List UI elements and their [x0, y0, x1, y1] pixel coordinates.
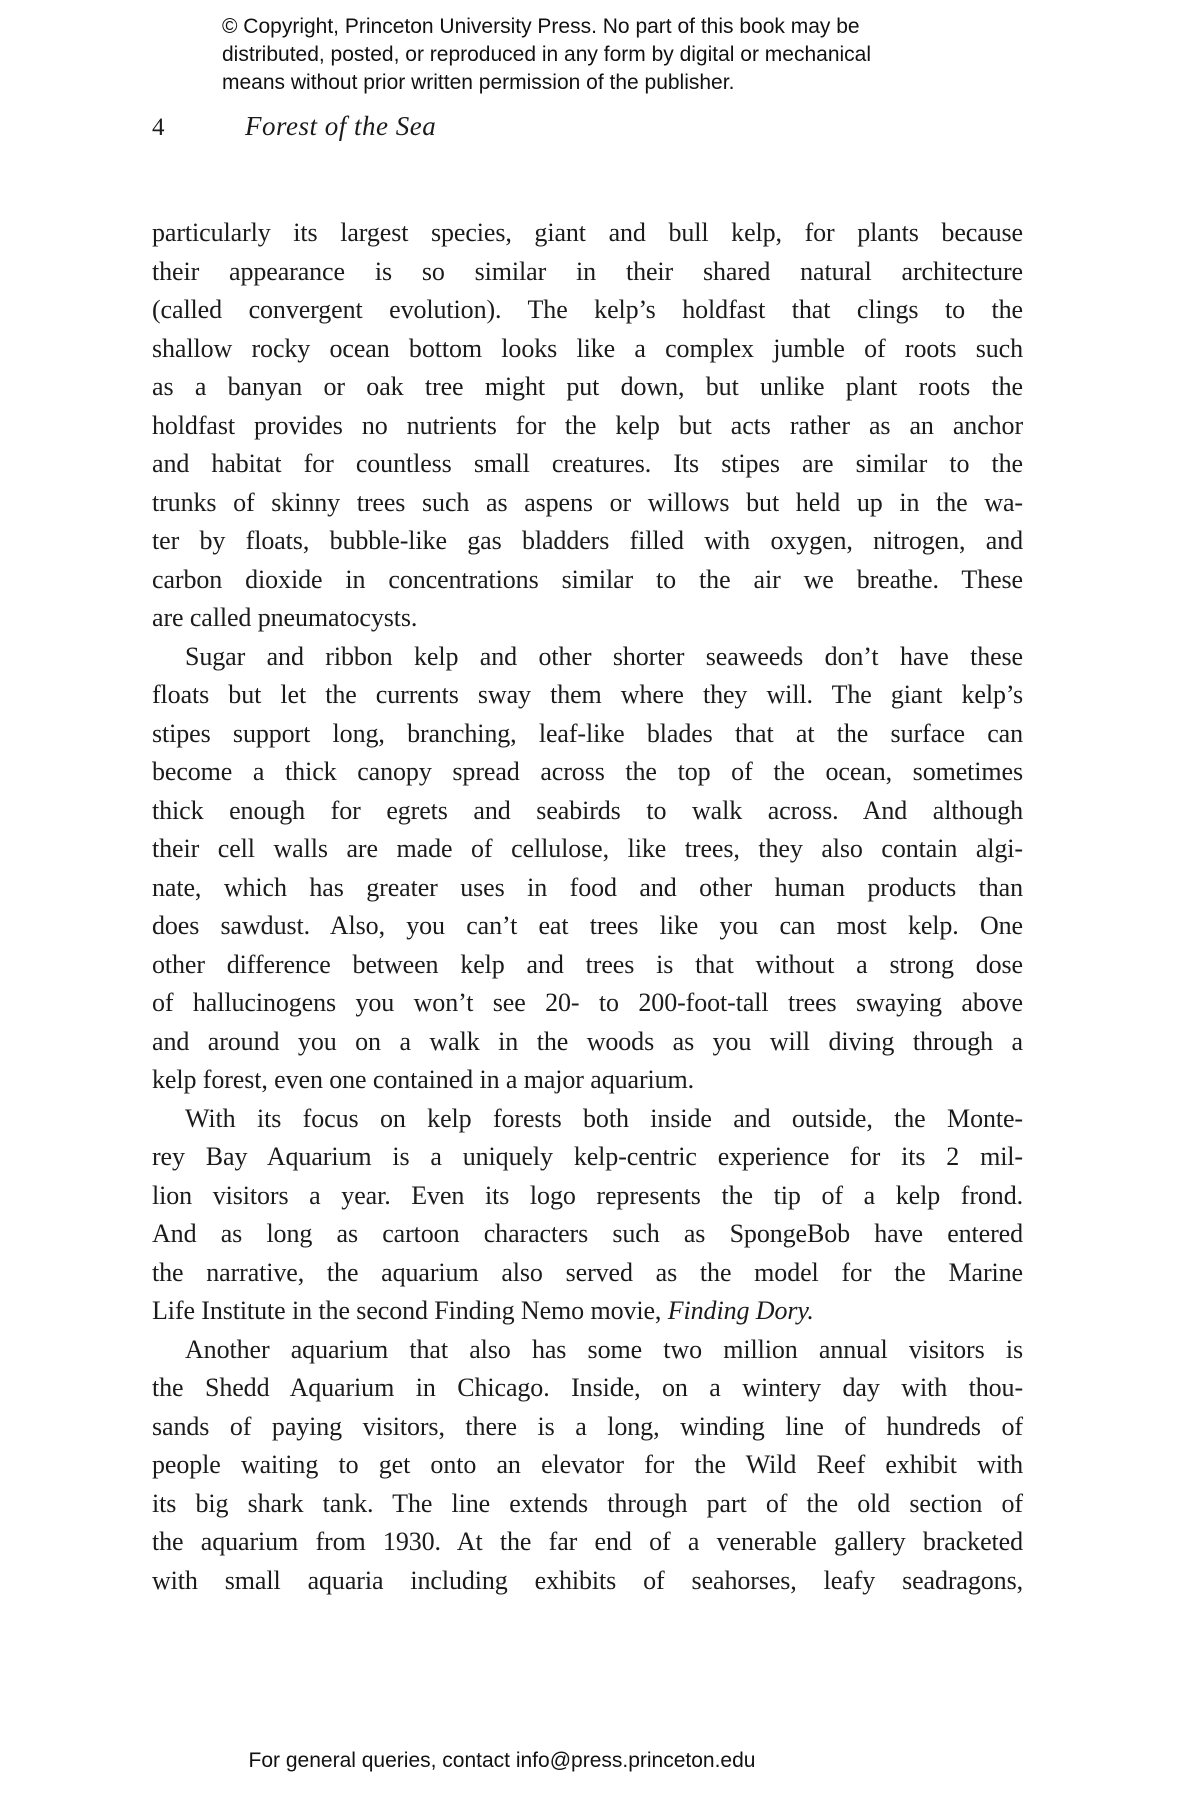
body-line — [152, 830, 1023, 869]
copyright-line: © Copyright, Princeton University Press. No part of this book may be — [222, 15, 860, 38]
body-line — [152, 1562, 1023, 1601]
text-segment: thick enough for egrets and seabirds to walk across. And although — [152, 795, 1023, 825]
body-line — [152, 984, 1023, 1023]
text-segment: the aquarium from 1930. At the far end of a venerable gallery bracketed — [152, 1527, 1023, 1556]
text-segment: people waiting to get onto an elevator for the Wild Reef exhibit with — [152, 1450, 1023, 1479]
text-segment: trunks of skinny trees such as aspens or willows but held up in the wa- — [152, 487, 1023, 517]
body-line — [152, 214, 1023, 253]
text-segment: their cell walls are made of cellulose, like trees, they also contain algi- — [152, 834, 1023, 863]
text-segment: shallow rocky ocean bottom looks like a complex jumble of roots such — [152, 333, 1023, 363]
text-segment: kelp forest, even one contained in a major aquarium. — [152, 1065, 695, 1094]
body-line — [152, 1331, 1023, 1370]
body-line — [152, 1369, 1023, 1408]
body-line — [152, 484, 1023, 523]
body-line — [152, 946, 1023, 985]
body-line — [152, 1446, 1023, 1485]
text-segment: stipes support long, branching, leaf-like blades that at the surface can — [152, 718, 1023, 748]
copyright-line: distributed, posted, or reproduced in any form by digital or mechanical — [222, 43, 872, 66]
text-segment: with small aquaria including exhibits of seahorses, leafy seadragons, — [152, 1565, 1023, 1595]
text-segment: the narrative, the aquarium also served as the model for the Marine — [152, 1257, 1023, 1287]
body-line — [152, 1292, 1023, 1331]
paragraph — [152, 1100, 1023, 1331]
text-segment: (called convergent evolution). The kelp’s holdfast that clings to the — [152, 295, 1023, 324]
body-line — [152, 291, 1023, 330]
body-line — [152, 638, 1023, 677]
body-line — [152, 1177, 1023, 1216]
body-line — [152, 1408, 1023, 1447]
body-line — [152, 869, 1023, 908]
body-line — [152, 1523, 1023, 1562]
running-header — [152, 111, 436, 142]
body-line — [152, 715, 1023, 754]
paragraph — [152, 638, 1023, 1100]
text-segment: particularly its largest species, giant and bull kelp, for plants because — [152, 218, 1023, 247]
text-segment: the Shedd Aquarium in Chicago. Inside, on a wintery day with thou- — [152, 1373, 1023, 1402]
text-segment: ter by floats, bubble-like gas bladders filled with oxygen, nitrogen, and — [152, 526, 1023, 555]
text-segment: their appearance is so similar in their shared natural architecture — [152, 256, 1023, 286]
text-segment: and around you on a walk in the woods as you will diving through a — [152, 1026, 1023, 1056]
paragraph — [152, 214, 1023, 638]
text-segment: rey Bay Aquarium is a uniquely kelp-centric experience for its 2 mil- — [152, 1142, 1023, 1171]
text-segment: lion visitors a year. Even its logo represents the tip of a kelp frond. — [152, 1180, 1023, 1210]
body-line — [152, 407, 1023, 446]
body-line — [152, 445, 1023, 484]
page-number: 4 — [152, 114, 165, 141]
body-line — [152, 1061, 1023, 1100]
italic-book-title: Finding Dory. — [667, 1296, 814, 1325]
body-line — [152, 1485, 1023, 1524]
body-line — [152, 907, 1023, 946]
text-segment: holdfast provides no nutrients for the kelp but acts rather as an anchor — [152, 410, 1023, 440]
body-line — [152, 1138, 1023, 1177]
page-footer — [132, 1749, 872, 1773]
body-line — [152, 368, 1023, 407]
text-segment: other difference between kelp and trees is that without a strong dose — [152, 949, 1023, 979]
running-title: Forest of the Sea — [245, 111, 437, 141]
body-line — [152, 676, 1023, 715]
body-line — [152, 792, 1023, 831]
text-segment: its big shark tank. The line extends through part of the old section of — [152, 1488, 1023, 1518]
text-segment: Life Institute in the second Finding Nemo movie, — [152, 1296, 668, 1325]
text-segment: floats but let the currents sway them where they will. The giant kelp’s — [152, 680, 1023, 709]
body-line — [152, 599, 1023, 638]
text-segment: does sawdust. Also, you can’t eat trees like you can most kelp. One — [152, 911, 1023, 940]
text-segment: as a banyan or oak tree might put down, but unlike plant roots the — [152, 372, 1023, 401]
body-line — [152, 753, 1023, 792]
body-line — [152, 1215, 1023, 1254]
text-segment: Another aquarium that also has some two million annual visitors is — [185, 1334, 1023, 1364]
text-segment: are called pneumatocysts. — [152, 603, 418, 632]
body-line — [152, 1100, 1023, 1139]
text-segment: Sugar and ribbon kelp and other shorter seaweeds don’t have these — [185, 641, 1023, 671]
text-segment: sands of paying visitors, there is a long, winding line of hundreds of — [152, 1411, 1023, 1441]
body-line — [152, 522, 1023, 561]
text-segment: With its focus on kelp forests both inside and outside, the Monte- — [185, 1103, 1023, 1133]
text-segment: become a thick canopy spread across the top of the ocean, sometimes — [152, 757, 1023, 786]
text-segment: and habitat for countless small creatures. Its stipes are similar to the — [152, 449, 1023, 478]
body-line — [152, 561, 1023, 600]
body-line — [152, 253, 1023, 292]
text-segment: And as long as cartoon characters such as SpongeBob have entered — [152, 1219, 1023, 1248]
copyright-notice — [222, 13, 871, 97]
paragraph — [152, 1331, 1023, 1601]
footer-contact: For general queries, contact info@press.princeton.edu — [248, 1749, 756, 1772]
text-segment: of hallucinogens you won’t see 20- to 200-foot-tall trees swaying above — [152, 988, 1023, 1017]
body-text — [152, 214, 1023, 1600]
text-segment: carbon dioxide in concentrations similar to the air we breathe. These — [152, 564, 1023, 594]
body-line — [152, 1023, 1023, 1062]
copyright-line: means without prior written permission of the publisher. — [222, 71, 735, 94]
body-line — [152, 330, 1023, 369]
body-line — [152, 1254, 1023, 1293]
text-segment: nate, which has greater uses in food and other human products than — [152, 872, 1023, 902]
